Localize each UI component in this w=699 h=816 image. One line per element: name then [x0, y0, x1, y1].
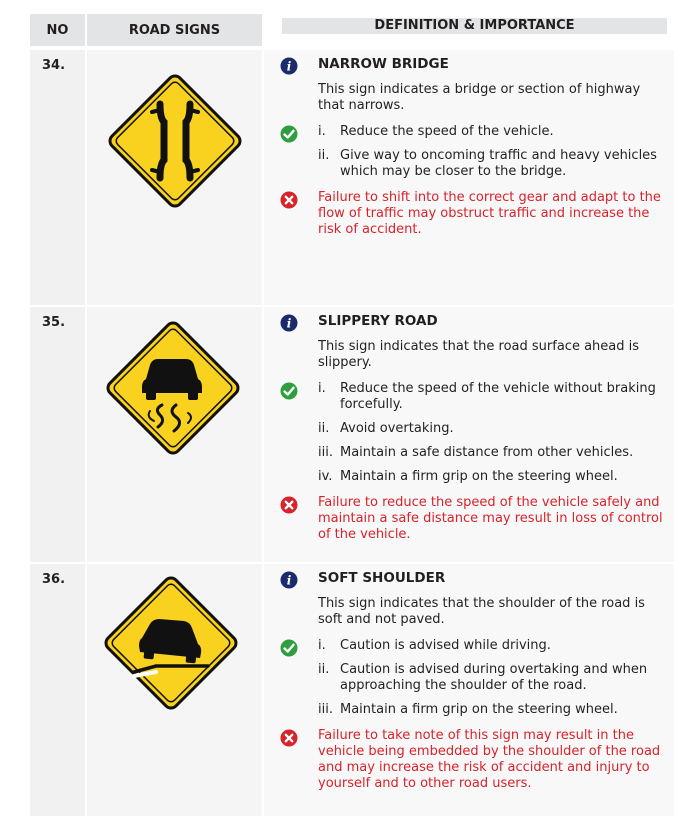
sign-title-line: [280, 570, 665, 586]
header-road-signs: ROAD SIGNS: [87, 14, 262, 46]
info-icon: [280, 57, 298, 75]
header-no: NO: [30, 14, 85, 46]
action-item: ii. Caution is advised during overtaking and when approaching the shoulder of the road.: [318, 662, 648, 693]
sign-title: SLIPPERY ROAD: [318, 313, 438, 329]
action-item: i. Caution is advised while driving.: [280, 638, 665, 654]
action-item: ii. Avoid overtaking.: [318, 421, 454, 436]
sign-title: SOFT SHOULDER: [318, 570, 446, 586]
failure-note: Failure to take note of this sign may result in the vehicle being embedded by the shoulder of the road and may increase the risk of accident and injury to yourself and to other road users.: [280, 728, 665, 792]
soft-shoulder-sign-icon: [96, 568, 246, 718]
cross-icon: [280, 729, 298, 747]
check-icon: [280, 382, 298, 400]
table-row: [30, 307, 674, 562]
table-row: [30, 50, 674, 305]
info-icon: [280, 314, 298, 332]
check-icon: [280, 125, 298, 143]
header-definition: DEFINITION & IMPORTANCE: [282, 18, 667, 34]
sign-title-line: [280, 56, 665, 72]
svg-text:i: i: [286, 316, 292, 331]
sign-number: 35.: [42, 315, 66, 330]
definition-block: [280, 311, 665, 543]
svg-text:i: i: [286, 59, 292, 74]
action-item: iv. Maintain a firm grip on the steering wheel.: [318, 469, 618, 484]
cross-icon: [280, 191, 298, 209]
sign-title: NARROW BRIDGE: [318, 56, 449, 72]
action-item: i. Reduce the speed of the vehicle.: [280, 124, 665, 140]
action-item: i. Reduce the speed of the vehicle without braking forcefully.: [280, 381, 665, 413]
action-item: iii. Maintain a safe distance from other vehicles.: [318, 445, 634, 460]
table-header: [30, 14, 674, 46]
sign-description: This sign indicates that the road surface ahead is slippery.: [318, 339, 640, 370]
table-row: [30, 564, 674, 816]
sign-number: 34.: [42, 58, 66, 73]
sign-number: 36.: [42, 572, 66, 587]
slippery-road-sign-icon: [98, 313, 248, 463]
sign-description: This sign indicates a bridge or section of highway that narrows.: [318, 82, 641, 113]
check-icon: [280, 639, 298, 657]
sign-title-line: [280, 313, 665, 329]
info-icon: [280, 571, 298, 589]
narrow-bridge-sign-icon: [100, 66, 250, 216]
action-item: iii. Maintain a firm grip on the steering wheel.: [318, 702, 618, 717]
sign-description: This sign indicates that the shoulder of the road is soft and not paved.: [318, 596, 645, 627]
definition-block: [280, 54, 665, 238]
action-item: ii. Give way to oncoming traffic and heavy vehicles which may be closer to the bridge.: [318, 148, 657, 179]
failure-note: Failure to reduce the speed of the vehicle safely and maintain a safe distance may result in loss of control of the vehicle.: [280, 495, 665, 543]
definition-block: [280, 568, 665, 792]
cross-icon: [280, 496, 298, 514]
failure-note: Failure to shift into the correct gear and adapt to the flow of traffic may obstruct traffic and increase the risk of accident.: [280, 190, 665, 238]
svg-text:i: i: [286, 573, 292, 588]
